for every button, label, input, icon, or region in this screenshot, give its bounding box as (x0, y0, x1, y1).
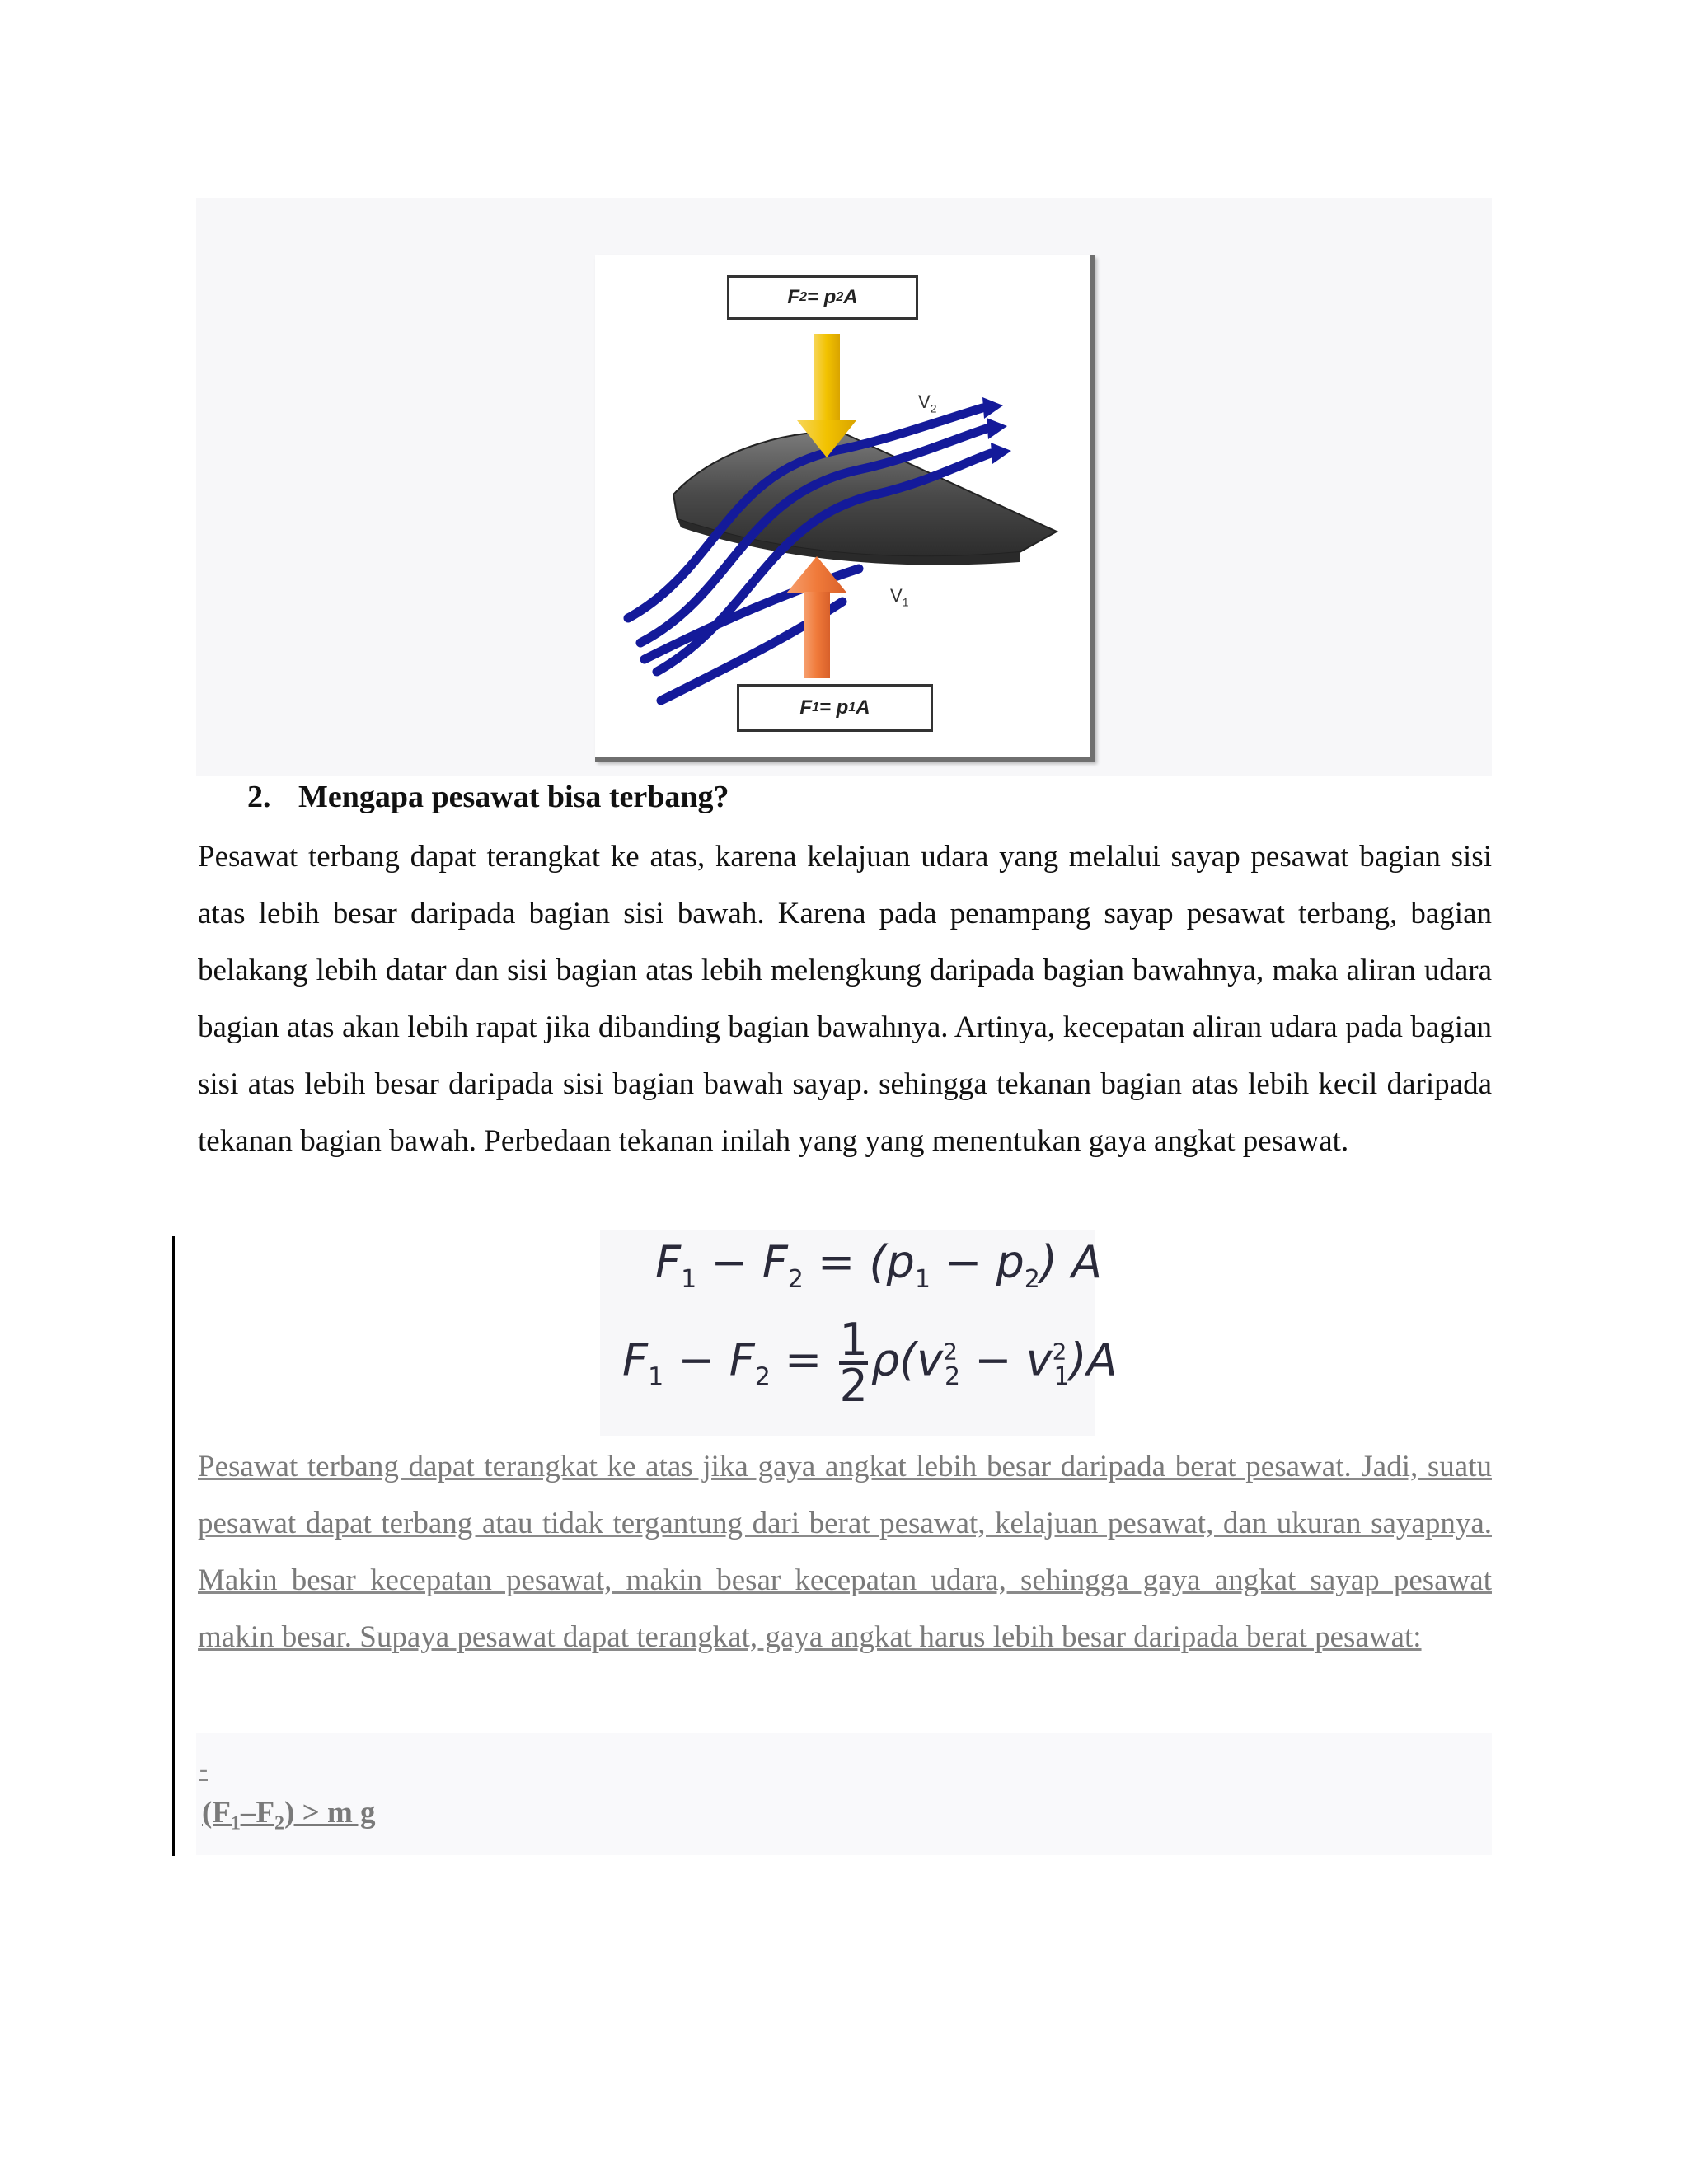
revision-bar (172, 1236, 175, 1856)
dash-mark: - (199, 1755, 208, 1783)
section-heading (247, 779, 729, 815)
force-top-label: F 2 = p 2 A (727, 275, 918, 320)
equation-1: $F_1 - F_2 = (p_1 - p_2)$ A (655, 1236, 1103, 1294)
bottom-background (196, 1733, 1492, 1855)
force-bottom-label: F 1 = p 1 A (737, 684, 933, 732)
section-title: Mengapa pesawat bisa terbang? (298, 780, 729, 814)
fraction-one-half: $\frac{1}{2}$ (839, 1314, 868, 1412)
wing-airflow-illustration (595, 255, 1090, 757)
velocity-v1-label: $V_1$ (890, 585, 909, 609)
section-number: 2. (247, 780, 271, 814)
wing-lift-figure (595, 255, 1095, 762)
velocity-v2-label: $V_2$ (918, 391, 937, 415)
lift-inequality: $(F_1-F_2) > m$ g (202, 1796, 376, 1835)
equation-2: $F_1 - F_2$ = $\frac{1}{2}$ $\rho(v^2_2 - v^2_1)A$ (622, 1314, 1118, 1412)
body-paragraph: Pesawat terbang dapat terangkat ke atas, karena kelajuan udara yang melalui sayap pesawat bagian sisi atas lebih besar daripada bagian sisi bawah. Karena pada penampang sayap pesawat terbang, bagian belakang lebih datar dan sisi bagian atas lebih melengkung daripada bagian bawahnya, maka aliran udara bagian atas akan lebih rapat jika dibanding bagian bawahnya. Artinya, kecepatan aliran udara pada bagian sisi atas lebih besar daripada sisi bagian bawah sayap. sehingga tekanan bagian atas lebih kecil daripada tekanan bagian bawah. Perbedaan tekanan inilah yang yang menentukan gaya angkat pesawat. (198, 840, 1492, 1158)
tracked-change-paragraph: Pesawat terbang dapat terangkat ke atas jika gaya angkat lebih besar daripada berat pesawat. Jadi, suatu pesawat dapat terbang atau tidak tergantung dari berat pesawat, kelajuan pesawat, dan ukuran sayapnya. Makin besar kecepatan pesawat, makin besar kecepatan udara, sehingga gaya angkat sayap pesawat makin besar. Supaya pesawat dapat terangkat, gaya angkat harus lebih besar daripada berat pesawat: (198, 1450, 1492, 1654)
